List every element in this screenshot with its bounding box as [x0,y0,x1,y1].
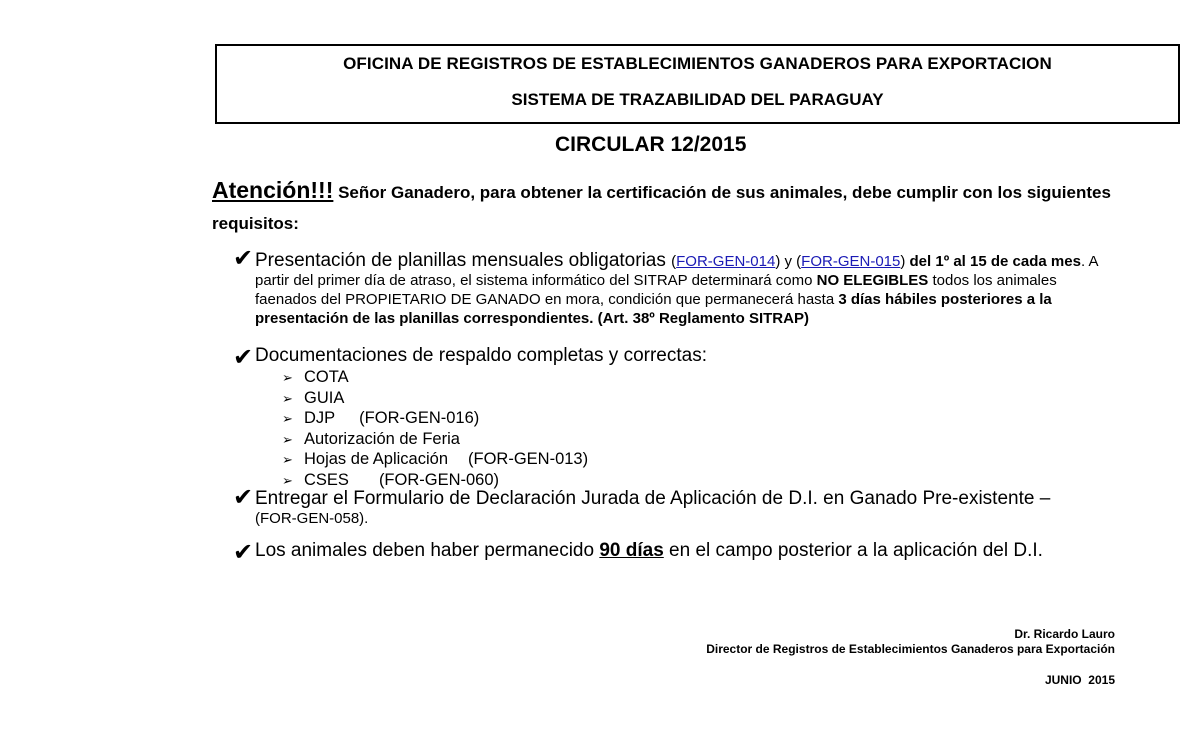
document-label: GUIA [304,388,345,407]
document-label: Autorización de Feria [304,429,460,448]
list-item [282,450,588,471]
requirement-1-grace-period: 3 días hábiles posteriores a la presentación de las planillas correspondientes. (Art. 38º Reglamento SITRAP) [255,291,1052,327]
check-mark-icon: ✔ [233,343,254,371]
requirement-1-lead: Presentación de planillas mensuales obligatorias [255,250,672,271]
link-for-gen-014[interactable]: FOR-GEN-014 [676,253,776,270]
requirement-90-days [233,538,1118,566]
document-code: (FOR-GEN-013) [468,450,589,469]
list-item [282,368,588,389]
requirement-3-lead: Entregar el Formulario de Declaración Jurada de Aplicación de D.I. en Ganado Pre-existente – [255,488,1051,509]
requirement-sworn-declaration [233,483,1118,529]
requirement-4-tail: en el campo posterior a la aplicación del D.I. [663,540,1043,561]
arrow-bullet-icon: ➢ [282,371,293,386]
requirement-3-code: (FOR-GEN-058). [255,510,369,527]
list-item [282,430,588,451]
requirement-1-deadline: del 1º al 15 de cada mes [909,253,1081,270]
requirement-1-text-b: todos los animales faenados del PROPIETARIO DE GANADO en mora, condición que permanecerá hasta [255,272,1057,308]
arrow-bullet-icon: ➢ [282,391,293,407]
requirement-2-lead: Documentaciones de respaldo completas y correctas: [255,345,708,366]
arrow-bullet-icon: ➢ [282,432,293,448]
arrow-bullet-icon: ➢ [282,453,293,469]
check-mark-icon: ✔ [233,483,254,511]
system-title: SISTEMA DE TRAZABILIDAD DEL PARAGUAY [511,90,884,109]
requirement-1-conjunction: ) y ( [775,253,802,270]
document-code: (FOR-GEN-060) [378,470,500,489]
signature-block [706,627,1115,657]
requirement-1-paren: ( [671,253,677,270]
list-item [282,409,588,430]
circular-title: CIRCULAR 12/2015 [555,133,747,156]
document-label: Hojas de Aplicación [304,450,449,469]
document-code: (FOR-GEN-016) [359,409,480,428]
requirement-monthly-forms [233,244,1118,328]
list-item [282,389,588,410]
requirement-1-not-eligible: NO ELEGIBLES [816,272,929,289]
arrow-bullet-icon: ➢ [282,412,293,428]
requirement-4-lead: Los animales deben haber permanecido [255,540,600,561]
intro-paragraph [212,175,1112,239]
requirement-4-emphasis: 90 días [599,540,664,561]
requirement-supporting-documents [233,343,1118,371]
link-for-gen-015[interactable]: FOR-GEN-015 [801,253,901,270]
document-label: DJP [304,409,336,428]
requirement-1-paren-close: ) [900,253,910,270]
document-label: COTA [304,368,349,386]
arrow-bullet-icon: ➢ [282,473,293,489]
document-list [282,368,588,492]
intro-text: Señor Ganadero, para obtener la certificación de sus animales, debe cumplir con los siguientes requisitos: [212,183,1111,233]
signatory-name: Dr. Ricardo Lauro [1014,627,1115,641]
check-mark-icon: ✔ [233,538,254,566]
attention-heading: Atención!!! [212,177,334,203]
requirement-1-text-a: . A partir del primer día de atraso, el sistema informático del SITRAP determinará como [255,253,1098,289]
office-title: OFICINA DE REGISTROS DE ESTABLECIMIENTOS GANADEROS PARA EXPORTACION [343,54,1052,73]
header-box [215,44,1180,124]
issue-date: JUNIO 2015 [1044,673,1115,687]
signatory-title: Director de Registros de Establecimientos Ganaderos para Exportación [706,642,1115,656]
document-label: CSES [304,470,349,489]
check-mark-icon: ✔ [233,244,254,272]
